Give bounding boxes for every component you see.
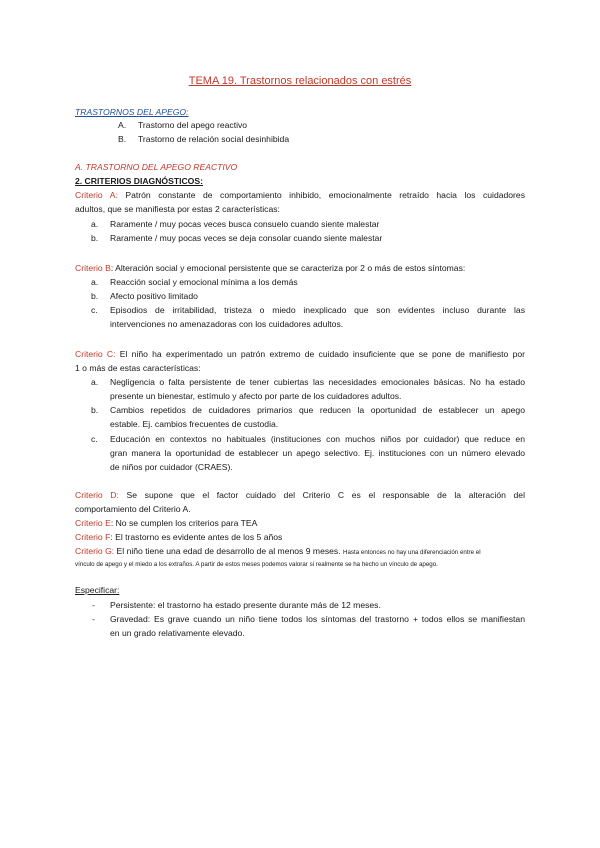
list-item-cont: intervenciones no amenazadoras con los cuidadores adultos. [110,319,344,329]
criterio-b-line [75,262,465,274]
list-marker: B. [118,134,127,144]
list-marker: a. [91,277,99,287]
list-marker: a. [91,377,99,387]
criterio-g-text: El niño tiene una edad de desarrollo de al menos 9 meses. [116,546,341,556]
list-item-cont: estable. Ej. cambios frecuentes de custodia. [110,419,279,429]
list-item-cont: presente un bienestar, estímulo y afecto por parte de los cuidadores adultos. [110,391,402,401]
criterio-g-line [75,545,481,559]
criterio-g-label: Criterio G: [75,546,115,556]
criterio-g-note: Hasta entonces no hay una diferenciación entre el [343,549,481,556]
criterio-c-line [75,348,525,360]
list-item-cont: de niños por cuidador (CRAES). [110,462,233,472]
list-marker: - [92,600,95,610]
criterio-a-label: Criterio A: [75,190,118,200]
criterio-d-line [75,489,525,501]
criterio-e-label: Criterio E [75,518,111,528]
list-marker: A. [118,120,127,130]
section-heading: A. TRASTORNO DEL APEGO REACTIVO [75,162,238,172]
page-title: TEMA 19. Trastornos relacionados con estrés [188,75,412,87]
list-item: Raramente / muy pocas veces busca consuelo cuando siente malestar [110,219,380,229]
criterio-c-label: Criterio C: [75,349,116,359]
list-marker: b. [91,291,99,301]
criterio-c-text-cont: 1 o más de estas características: [75,363,201,373]
list-marker: c. [91,305,98,315]
criterio-f-text: : El trastorno es evidente antes de los 5 años [110,532,283,542]
list-item: Cambios repetidos de cuidadores primarios que reducen la oportunidad de establecer un apego [110,405,525,415]
list-item: Educación en contextos no habituales (instituciones con muchos niños por cuidador) que reduce en [110,434,525,444]
list-item: Trastorno del apego reactivo [138,120,248,130]
criterio-d-label: Criterio D: [75,490,119,500]
list-marker: - [92,614,95,624]
criterio-f-label: Criterio F [75,532,111,542]
list-marker: a. [91,219,99,229]
criterio-a-text-cont: adultos, que se manifiesta por estas 2 características: [75,204,280,214]
criterio-c-text: El niño ha experimentado un patrón extremo de cuidado insuficiente que se pone de manifiesto por [119,349,525,359]
list-marker: c. [91,434,98,444]
criterio-b-label: Criterio B [75,263,111,273]
list-item: Negligencia o falta persistente de tener cubiertas las necesidades emocionales básicas. No ha estado [110,377,525,387]
criterio-a-text: Patrón constante de comportamiento inhibido, emocionalmente retraído hacia los cuidadores [125,190,525,200]
criterio-e-text: : No se cumplen los criterios para TEA [110,518,258,528]
list-marker: b. [91,233,99,243]
list-item: Reacción social y emocional mínima a los demás [110,277,298,287]
list-item: Gravedad: Es grave cuando un niño tiene todos los síntomas del trastorno + todos ellos se manifiestan [110,614,525,624]
list-item: Afecto positivo limitado [110,291,198,301]
list-item: Episodios de irritabilidad, tristeza o miedo inexplicado que son evidentes incluso durante las [110,305,525,315]
apego-heading: TRASTORNOS DEL APEGO: [75,107,189,117]
criterios-heading: 2. CRITERIOS DIAGNÓSTICOS: [75,176,203,186]
list-marker: b. [91,405,99,415]
list-item: Persistente: el trastorno ha estado presente durante más de 12 meses. [110,600,381,610]
criterio-d-text: Se supone que el factor cuidado del Criterio C es el responsable de la alteración del [126,490,525,500]
especificar-heading: Especificar: [75,585,120,595]
list-item: Trastorno de relación social desinhibida [138,134,290,144]
criterio-a-line [75,189,525,201]
criterio-d-text-cont: comportamiento del Criterio A. [75,504,191,514]
list-item-cont: gran manera la oportunidad de establecer un apego selectivo. Ej. instituciones con un número elevado [110,448,525,458]
list-item: Raramente / muy pocas veces se deja consolar cuando siente malestar [110,233,383,243]
criterio-g-note-cont: vínculo de apego y el miedo a los extraños. A partir de estos meses podemos valorar si realmente se ha hecho un vínculo de apego. [75,561,438,568]
criterio-e-line [75,517,257,529]
criterio-b-text: : Alteración social y emocional persistente que se caracteriza por 2 o más de estos síntomas: [110,263,466,273]
list-item-cont: en un grado relativamente elevado. [110,628,245,638]
criterio-f-line [75,531,282,543]
